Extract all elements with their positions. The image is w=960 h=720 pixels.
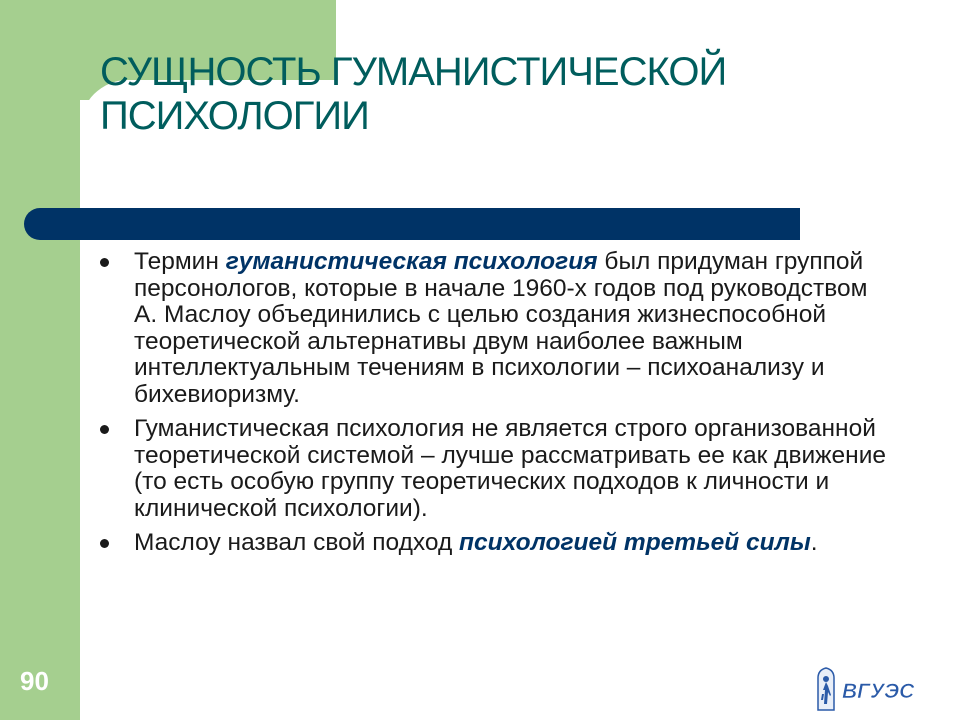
- bullet-1-before: Термин: [134, 248, 226, 275]
- university-logo: [812, 666, 932, 714]
- bullet-3-before: Маслоу назвал свой подход: [134, 529, 460, 556]
- page-number: 90: [20, 666, 49, 696]
- bullet-1-after: был придуман группой персонологов, которые в начале 1960-х годов под руководством А. Маслоу объединились с целью создания жизнеспособной теоретической альтернативы двум наиболее важным интеллектуальным течениям в психологии – психоанализу и бихевиоризму.: [134, 248, 868, 408]
- title-line-1: СУЩНОСТЬ ГУМАНИСТИЧЕСКОЙ: [100, 50, 727, 94]
- bullet-item-1: [97, 249, 892, 408]
- bullet-item-2: [97, 416, 892, 522]
- left-green-strip: [0, 0, 80, 720]
- bullet-3-emphasis: психологией третьей силы: [459, 529, 811, 556]
- bullet-dot-icon: [100, 425, 109, 434]
- title-underline-bar: [24, 208, 800, 240]
- slide-title: [100, 50, 880, 138]
- bullet-item-3: [97, 530, 892, 557]
- bullet-dot-icon: [100, 258, 109, 267]
- bullet-2-text: Гуманистическая психология не является строго организованной теоретической системой – лучше рассматривать ее как движение (то есть особую группу теоретических подходов к личности и клинической психологии).: [134, 415, 886, 522]
- emblem-figure-icon: [818, 668, 834, 710]
- bullet-dot-icon: [100, 539, 109, 548]
- title-line-2: ПСИХОЛОГИИ: [100, 94, 369, 138]
- logo-text: ВГУЭС: [842, 680, 915, 703]
- bullet-list: [97, 249, 892, 565]
- bullet-1-emphasis: гуманистическая психология: [225, 248, 598, 275]
- bullet-3-after: .: [810, 529, 818, 556]
